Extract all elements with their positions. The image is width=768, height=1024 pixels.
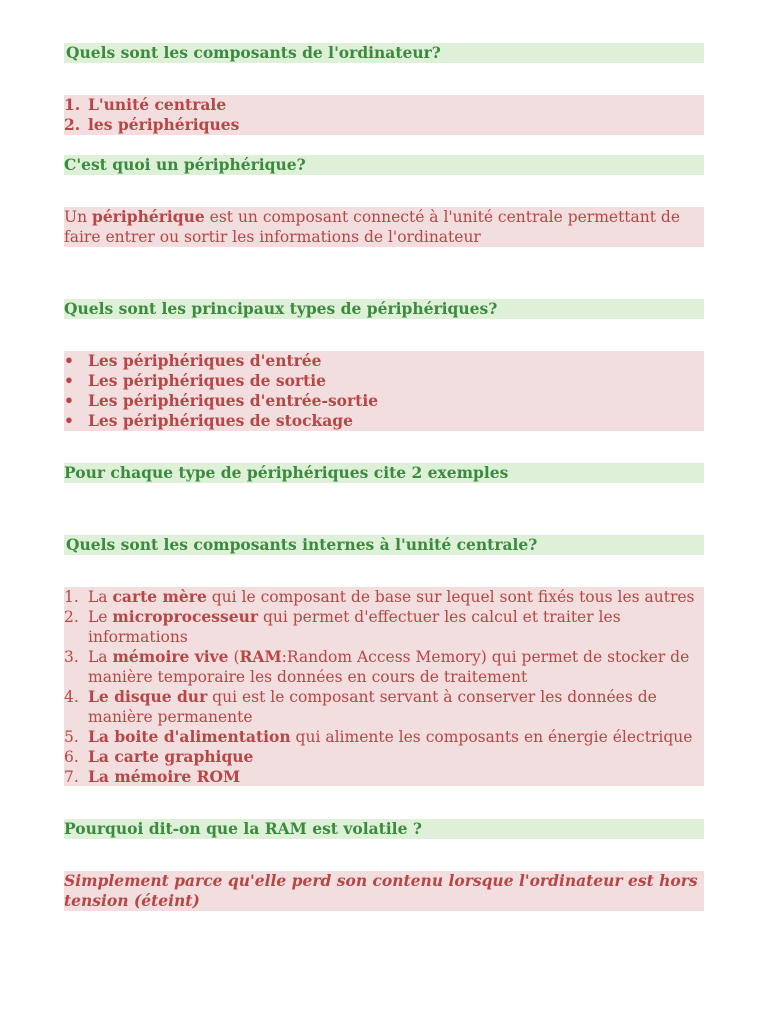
list-item-text: Les périphériques de stockage <box>88 411 353 430</box>
list-number: 4. <box>64 688 79 706</box>
list-item <box>64 607 704 647</box>
text-post: qui est le composant servant à conserver les données de manière permanente <box>88 688 657 726</box>
keyword: Le disque dur <box>88 687 208 706</box>
text-post: qui alimente les composants en énergie électrique <box>290 728 693 746</box>
list-item <box>64 411 704 431</box>
question-internal-components: Quels sont les composants internes à l'unité centrale? <box>64 535 704 555</box>
question-computer-components: Quels sont les composants de l'ordinateur? <box>64 43 704 63</box>
answer-ram-volatile: Simplement parce qu'elle perd son contenu lorsque l'ordinateur est hors tension (éteint) <box>64 871 704 911</box>
bullet-icon: • <box>64 411 74 430</box>
text-pre: Le <box>88 608 113 626</box>
keyword-peripheral: périphérique <box>91 207 205 226</box>
list-item <box>64 747 704 767</box>
list-item <box>64 391 704 411</box>
keyword: La carte graphique <box>88 747 254 766</box>
answer-what-is-peripheral <box>64 207 704 247</box>
keyword: La mémoire ROM <box>88 767 241 786</box>
list-item <box>64 647 704 687</box>
question-ram-volatile: Pourquoi dit-on que la RAM est volatile ? <box>64 819 704 839</box>
bullet-list <box>64 351 704 431</box>
answer-internal-components <box>64 587 704 786</box>
list-item <box>64 727 704 747</box>
bullet-icon: • <box>64 391 74 410</box>
text-post: qui le composant de base sur lequel sont fixés tous les autres <box>206 588 695 606</box>
list-item-text: les périphériques <box>88 115 240 134</box>
list-item <box>64 371 704 391</box>
list-item-text: Les périphériques d'entrée-sortie <box>88 391 379 410</box>
question-examples: Pour chaque type de périphériques cite 2 exemples <box>64 463 704 483</box>
list-number: 1. <box>64 95 81 114</box>
keyword-ram: RAM <box>239 647 282 666</box>
list-item <box>64 351 704 371</box>
question-peripheral-types: Quels sont les principaux types de périphériques? <box>64 299 704 319</box>
bullet-icon: • <box>64 351 74 370</box>
numbered-list <box>64 587 704 787</box>
list-number: 6. <box>64 748 79 766</box>
text-mid: ( <box>228 648 240 666</box>
text-post: :Random Access Memory) qui permet de stocker de manière temporaire les données en cours de traitement <box>88 648 690 686</box>
list-item <box>64 687 704 727</box>
list-number: 2. <box>64 608 79 626</box>
list-item <box>64 767 704 787</box>
list-number: 7. <box>64 768 79 786</box>
text-pre: La <box>88 648 113 666</box>
list-number: 2. <box>64 115 81 134</box>
list-item <box>64 95 704 115</box>
list-item-text: L'unité centrale <box>88 95 227 114</box>
keyword: microprocesseur <box>112 607 259 626</box>
keyword: mémoire vive <box>112 647 229 666</box>
list-item-text: Les périphériques d'entrée <box>88 351 322 370</box>
answer-computer-components <box>64 95 704 135</box>
list-number: 1. <box>64 588 79 606</box>
keyword: carte mère <box>112 587 207 606</box>
list-number: 3. <box>64 648 79 666</box>
text-pre: Un <box>64 208 92 226</box>
list-item <box>64 587 704 607</box>
numbered-list <box>64 95 704 135</box>
answer-peripheral-types <box>64 351 704 431</box>
list-item <box>64 115 704 135</box>
bullet-icon: • <box>64 371 74 390</box>
text-pre: La <box>88 588 113 606</box>
text-post: qui permet d'effectuer les calcul et traiter les informations <box>88 608 621 646</box>
keyword: La boite d'alimentation <box>88 727 291 746</box>
question-what-is-peripheral: C'est quoi un périphérique? <box>64 155 704 175</box>
list-item-text: Les périphériques de sortie <box>88 371 326 390</box>
list-number: 5. <box>64 728 79 746</box>
text-post: est un composant connecté à l'unité centrale permettant de faire entrer ou sortir les informations de l'ordinateur <box>64 208 681 246</box>
